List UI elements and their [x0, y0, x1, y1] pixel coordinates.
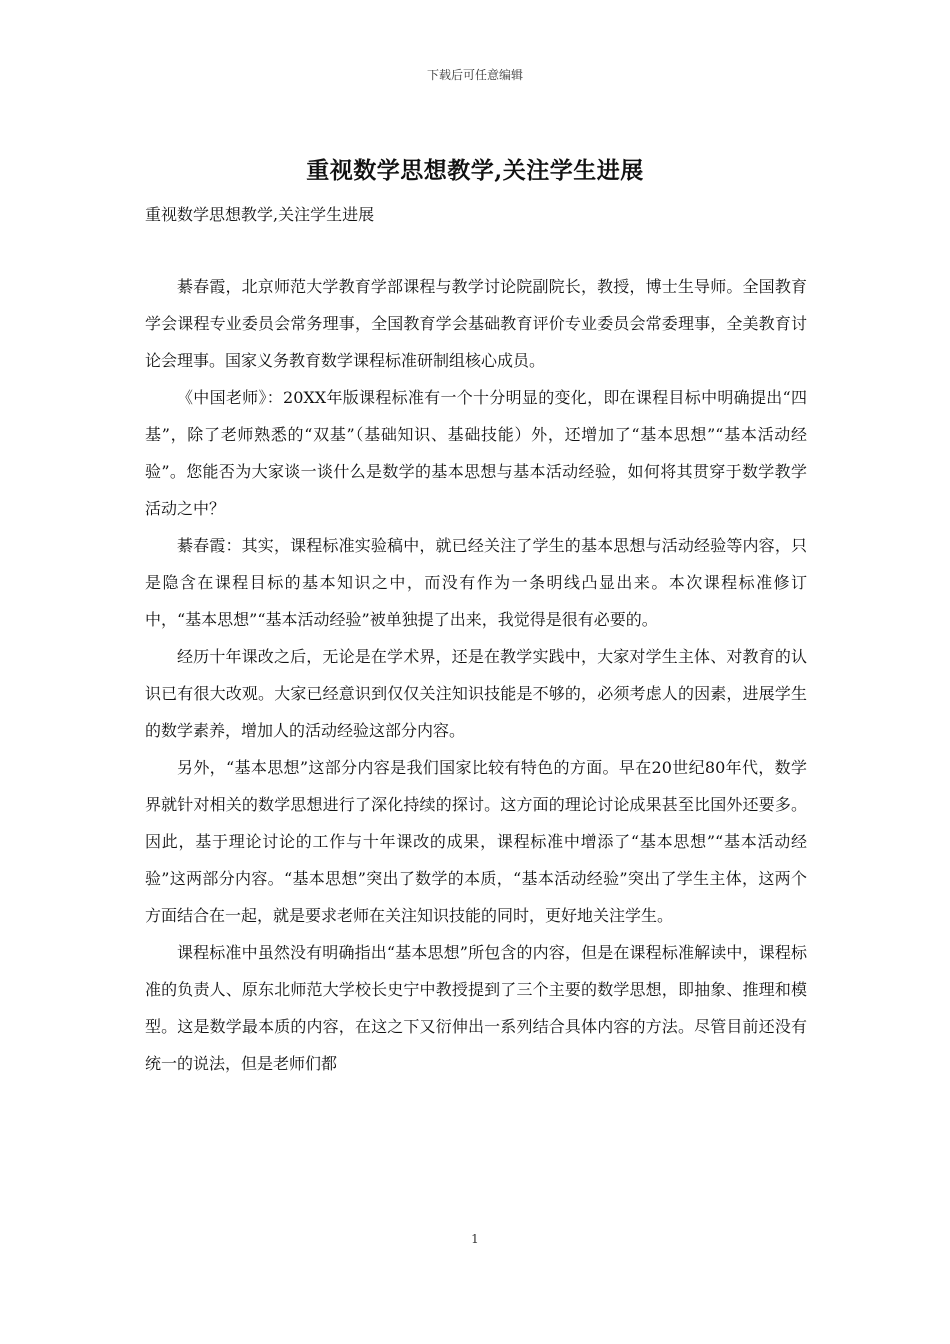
document-body	[145, 268, 807, 1082]
header-note: 下载后可任意编辑	[426, 68, 523, 82]
paragraph: 《中国老师》：20XX年版课程标准有一个十分明显的变化，即在课程目标中明确提出“四基”，除了老师熟悉的“双基”（基础知识、基础技能）外，还增加了“基本思想”“基本活动经验”。您能否为大家谈一谈什么是数学的基本思想与基本活动经验，如何将其贯穿于数学教学活动之中？	[145, 388, 807, 518]
paragraph: 经历十年课改之后，无论是在学术界，还是在教学实践中，大家对学生主体、对教育的认识已有很大改观。大家已经意识到仅仅关注知识技能是不够的，必须考虑人的因素，进展学生的数学素养，增加人的活动经验这部分内容。	[145, 647, 807, 740]
page-number: 1	[471, 1232, 479, 1246]
paragraph: 另外，“基本思想”这部分内容是我们国家比较有特色的方面。早在20世纪80年代，数学界就针对相关的数学思想进行了深化持续的探讨。这方面的理论讨论成果甚至比国外还要多。因此，基于理论讨论的工作与十年课改的成果，课程标准中增添了“基本思想”“基本活动经验”这两部分内容。“基本思想”突出了数学的本质，“基本活动经验”突出了学生主体，这两个方面结合在一起，就是要求老师在关注知识技能的同时，更好地关注学生。	[145, 758, 807, 925]
paragraph: 綦春霞，北京师范大学教育学部课程与教学讨论院副院长，教授，博士生导师。全国教育学会课程专业委员会常务理事，全国教育学会基础教育评价专业委员会常委理事，全美教育讨论会理事。国家义务教育数学课程标准研制组核心成员。	[145, 277, 807, 370]
document-subtitle: 重视数学思想教学,关注学生进展	[145, 205, 375, 224]
document-title: 重视数学思想教学,关注学生进展	[306, 157, 644, 184]
paragraph: 课程标准中虽然没有明确指出“基本思想”所包含的内容，但是在课程标准解读中，课程标准的负责人、原东北师范大学校长史宁中教授提到了三个主要的数学思想，即抽象、推理和模型。这是数学最本质的内容，在这之下又衍伸出一系列结合具体内容的方法。尽管目前还没有统一的说法，但是老师们都	[145, 943, 807, 1073]
paragraph: 綦春霞：其实，课程标准实验稿中，就已经关注了学生的基本思想与活动经验等内容，只是隐含在课程目标的基本知识之中，而没有作为一条明线凸显出来。本次课程标准修订中，“基本思想”“基本活动经验”被单独提了出来，我觉得是很有必要的。	[145, 536, 807, 629]
